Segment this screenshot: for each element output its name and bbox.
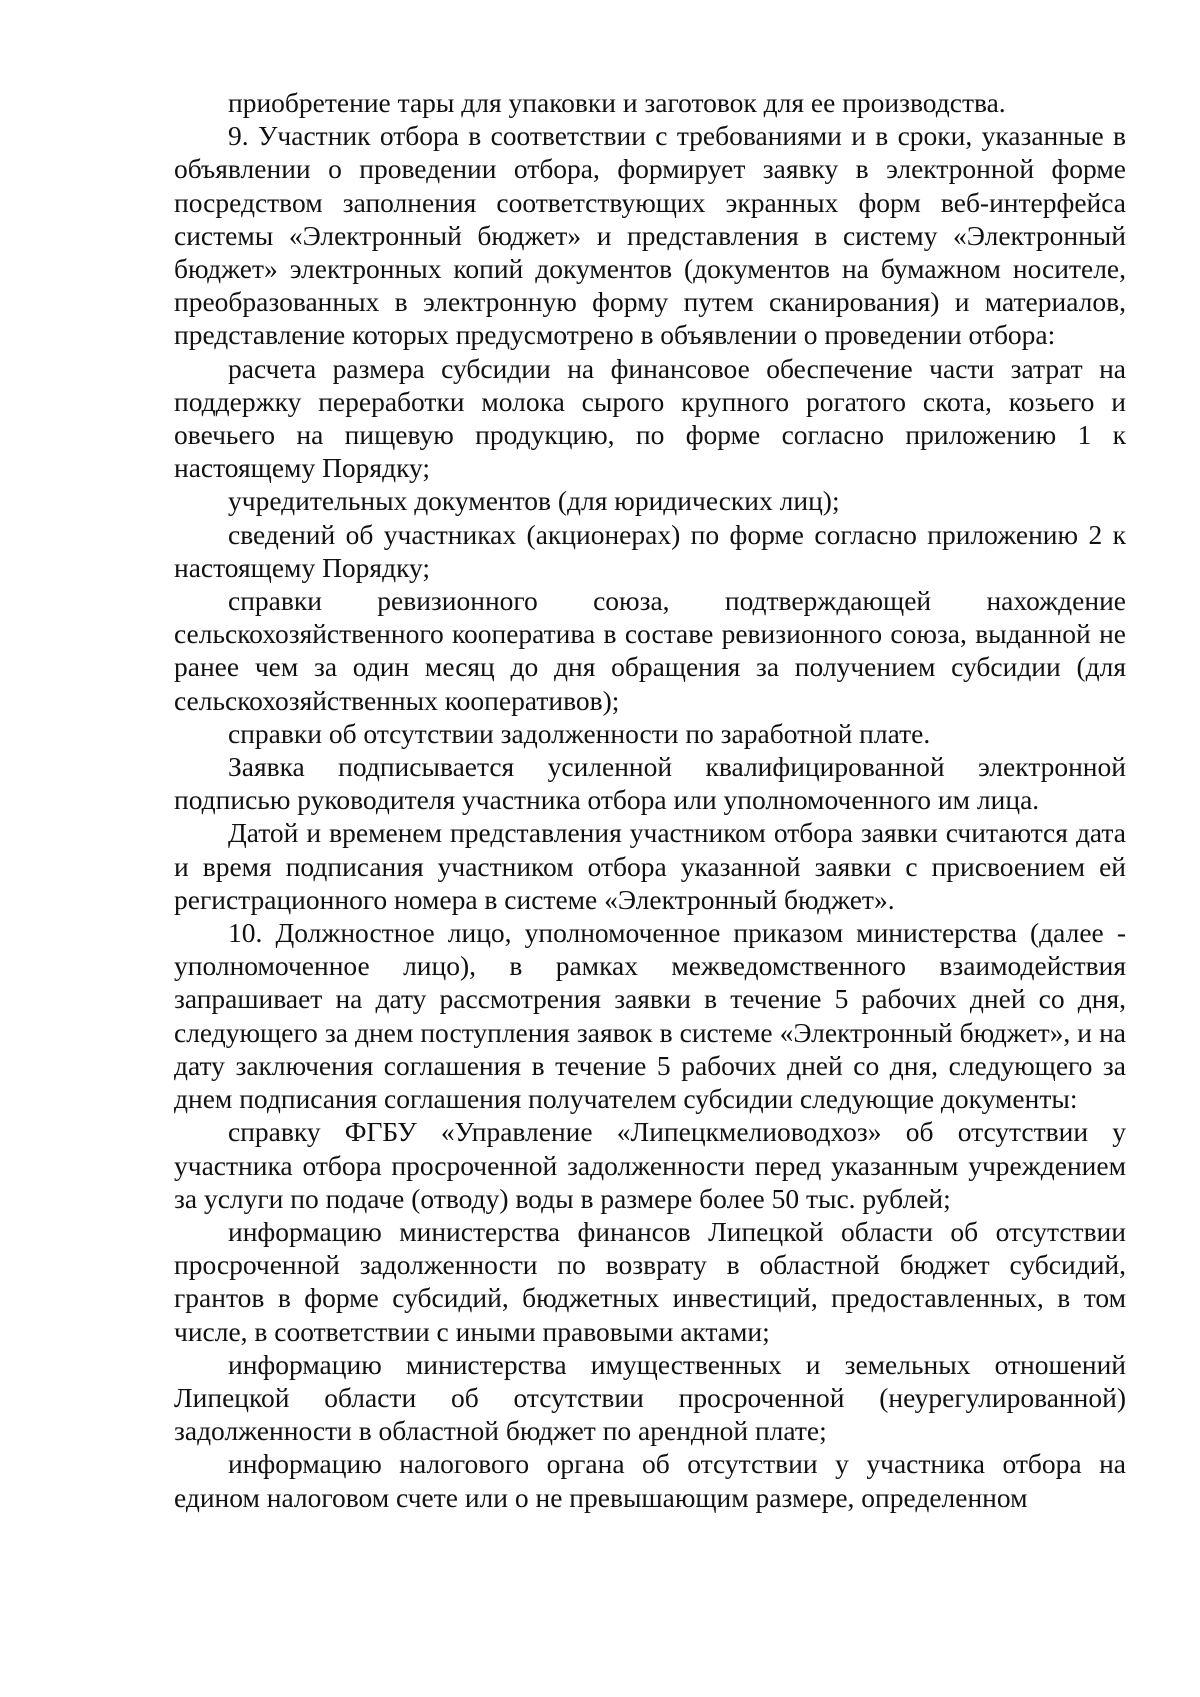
paragraph-packaging: приобретение тары для упаковки и заготовок для ее производства. <box>228 87 1006 118</box>
paragraph-subsidy-calculation: расчета размера субсидии на финансовое обеспечение части затрат на поддержку переработки молока сырого крупного рогатого скота, козьего и овечьего на пищевую продукцию, по форме согласно приложению 1 к настоящему Порядку; <box>174 352 1126 484</box>
paragraph-founding-documents: учредительных документов (для юридических лиц); <box>228 485 840 517</box>
paragraph-salary-debt-certificate: справки об отсутствии задолженности по заработной плате. <box>228 717 931 749</box>
paragraph-audit-union-certificate: справки ревизионного союза, подтверждающей нахождение сельскохозяйственного кооператива в составе ревизионного союза, выданной не ранее чем за один месяц до дня обращения за получением субсидии (для сельскохозяйственных кооперативов); <box>174 585 1126 716</box>
paragraph-tax-authority-info: информацию налогового органа об отсутствии у участника отбора на едином налоговом счете или о не превышающим размере, определенном <box>174 1448 1126 1513</box>
paragraph-finance-ministry-info: информацию министерства финансов Липецкой области об отсутствии просроченной задолженности по возврату в областной бюджет субсидий, грантов в форме субсидий, бюджетных инвестиций, предоставленных, в том числе, в соответствии с иными правовыми актами; <box>174 1215 1126 1347</box>
paragraph-signature: Заявка подписывается усиленной квалифицированной электронной подписью руководителя участника отбора или уполномоченного им лица. <box>174 751 1126 816</box>
paragraph-property-ministry-info: информацию министерства имущественных и земельных отношений Липецкой области об отсутствии просроченной (неурегулированной) задолженности в областной бюджет по арендной плате; <box>174 1348 1126 1447</box>
document-page <box>174 86 1126 1514</box>
paragraph-submission-date: Датой и временем представления участником отбора заявки считаются дата и время подписания участником отбора указанной заявки с присвоением ей регистрационного номера в системе «Электронный бюджет». <box>174 817 1126 915</box>
paragraph-item-9: 9. Участник отбора в соответствии с требованиями и в сроки, указанные в объявлении о проведении отбора, формирует заявку в электронной форме посредством заполнения соответствующих экранных форм веб-интерфейса системы «Электронный бюджет» и представления в систему «Электронный бюджет» электронных копий документов (документов на бумажном носителе, преобразованных в электронную форму путем сканирования) и материалов, представление которых предусмотрено в объявлении о проведении отбора: <box>174 120 1126 351</box>
paragraph-shareholders-info: сведений об участниках (акционерах) по форме согласно приложению 2 к настоящему Порядку; <box>174 518 1126 583</box>
paragraph-fgbu-certificate: справку ФГБУ «Управление «Липецкмелиоводхоз» об отсутствии у участника отбора просроченной задолженности перед указанным учреждением за услуги по подаче (отводу) воды в размере более 50 тыс. рублей; <box>174 1116 1126 1214</box>
paragraph-item-10: 10. Должностное лицо, уполномоченное приказом министерства (далее - уполномоченное лицо), в рамках межведомственного взаимодействия запрашивает на дату рассмотрения заявки в течение 5 рабочих дней со дня, следующего за днем поступления заявок в системе «Электронный бюджет», и на дату заключения соглашения в течение 5 рабочих дней со дня, следующего за днем подписания соглашения получателем субсидии следующие документы: <box>174 917 1126 1115</box>
